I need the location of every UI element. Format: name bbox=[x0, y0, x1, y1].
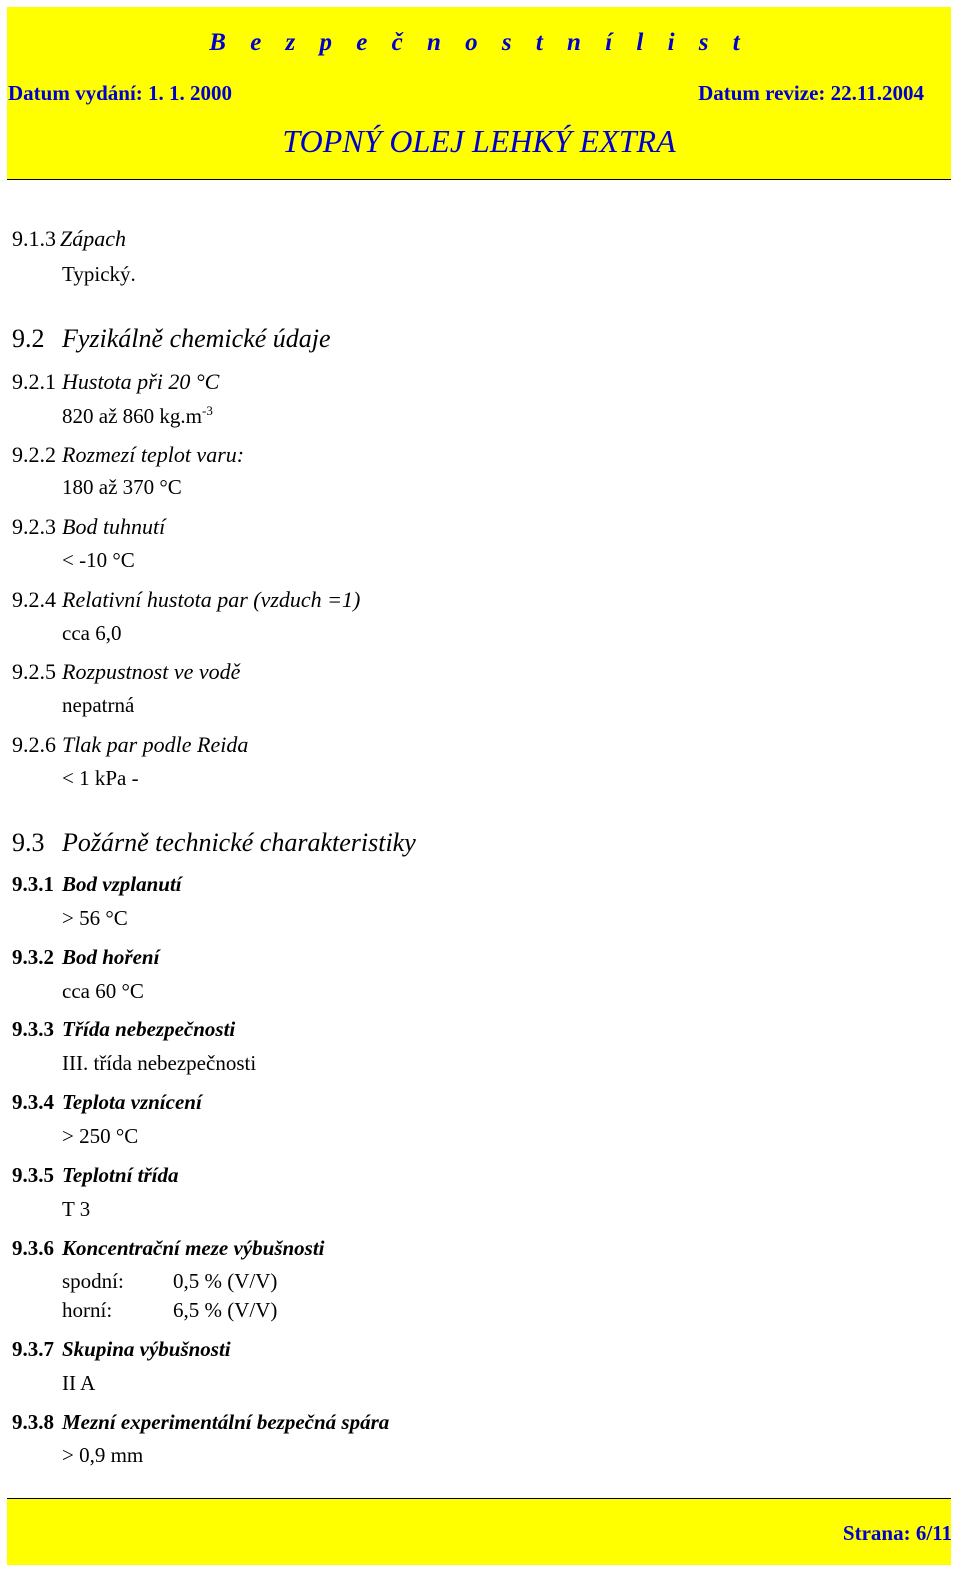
section-9-2-heading: 9.2 Fyzikálně chemické údaje bbox=[12, 324, 331, 353]
section-9-2-1-heading: 9.2.1 Hustota při 20 °C bbox=[12, 369, 220, 394]
section-9-2-6-value: < 1 kPa - bbox=[62, 766, 139, 790]
section-9-3-8-heading: 9.3.8 Mezní experimentální bezpečná spára bbox=[12, 1410, 390, 1434]
page-number: Strana: 6/11 bbox=[842, 1521, 952, 1545]
section-9-3-7-value: II A bbox=[62, 1371, 96, 1395]
section-9-3-8-value: > 0,9 mm bbox=[62, 1443, 144, 1467]
document-title: B e z p e č n o s t n í l i s t bbox=[209, 29, 749, 56]
section-9-2-2-value: 180 až 370 °C bbox=[62, 475, 182, 499]
section-9-3-2-heading: 9.3.2 Bod hoření bbox=[12, 945, 160, 969]
section-9-2-5-value: nepatrná bbox=[62, 693, 135, 717]
section-9-3-heading: 9.3 Požárně technické charakteristiky bbox=[12, 828, 416, 857]
section-9-3-1-heading: 9.3.1 Bod vzplanutí bbox=[12, 872, 182, 896]
section-9-3-2-value: cca 60 °C bbox=[62, 979, 144, 1003]
section-9-3-1-value: > 56 °C bbox=[62, 906, 128, 930]
section-9-2-1-value: 820 až 860 $kg.m^{-3}$ bbox=[62, 403, 213, 428]
section-9-3-5-heading: 9.3.5 Teplotní třída bbox=[12, 1163, 179, 1187]
product-name: TOPNÝ OLEJ LEHKÝ EXTRA bbox=[282, 123, 676, 159]
section-9-3-4-heading: 9.3.4 Teplota vznícení bbox=[12, 1090, 202, 1114]
section-9-2-3-value: < -10 °C bbox=[62, 548, 135, 572]
section-9-3-3-heading: 9.3.3 Třída nebezpečnosti bbox=[12, 1017, 236, 1041]
section-9-3-5-value: T 3 bbox=[62, 1197, 91, 1221]
revision-date: Datum revize: 22.11.2004 bbox=[698, 81, 924, 105]
section-9-1-3-heading: 9.1.3 Zápach bbox=[12, 226, 126, 251]
issue-date: Datum vydání: 1. 1. 2000 bbox=[8, 81, 233, 105]
section-9-3-7-heading: 9.3.7 Skupina výbušnosti bbox=[12, 1337, 231, 1361]
section-9-2-4-heading: 9.2.4 Relativní hustota par (vzduch =1) bbox=[12, 587, 361, 612]
document-footer bbox=[7, 1498, 951, 1565]
document-header bbox=[7, 7, 951, 180]
section-9-2-5-heading: 9.2.5 Rozpustnost ve vodě bbox=[12, 659, 241, 684]
section-9-3-6-heading: 9.3.6 Koncentrační meze výbušnosti bbox=[12, 1236, 325, 1260]
section-9-2-3-heading: 9.2.3 Bod tuhnutí bbox=[12, 514, 166, 539]
section-9-3-4-value: > 250 °C bbox=[62, 1124, 139, 1148]
section-9-3-3-value: III. třída nebezpečnosti bbox=[62, 1051, 257, 1075]
section-9-1-3-value: Typický. bbox=[62, 262, 136, 286]
upper-limit-row: horní: 6,5 % (V/V) bbox=[62, 1298, 278, 1322]
section-9-2-6-heading: 9.2.6 Tlak par podle Reida bbox=[12, 732, 249, 757]
section-9-2-2-heading: 9.2.2 Rozmezí teplot varu: bbox=[12, 442, 245, 467]
section-9-2-4-value: cca 6,0 bbox=[62, 621, 122, 645]
lower-limit-row: spodní: 0,5 % (V/V) bbox=[62, 1269, 278, 1293]
